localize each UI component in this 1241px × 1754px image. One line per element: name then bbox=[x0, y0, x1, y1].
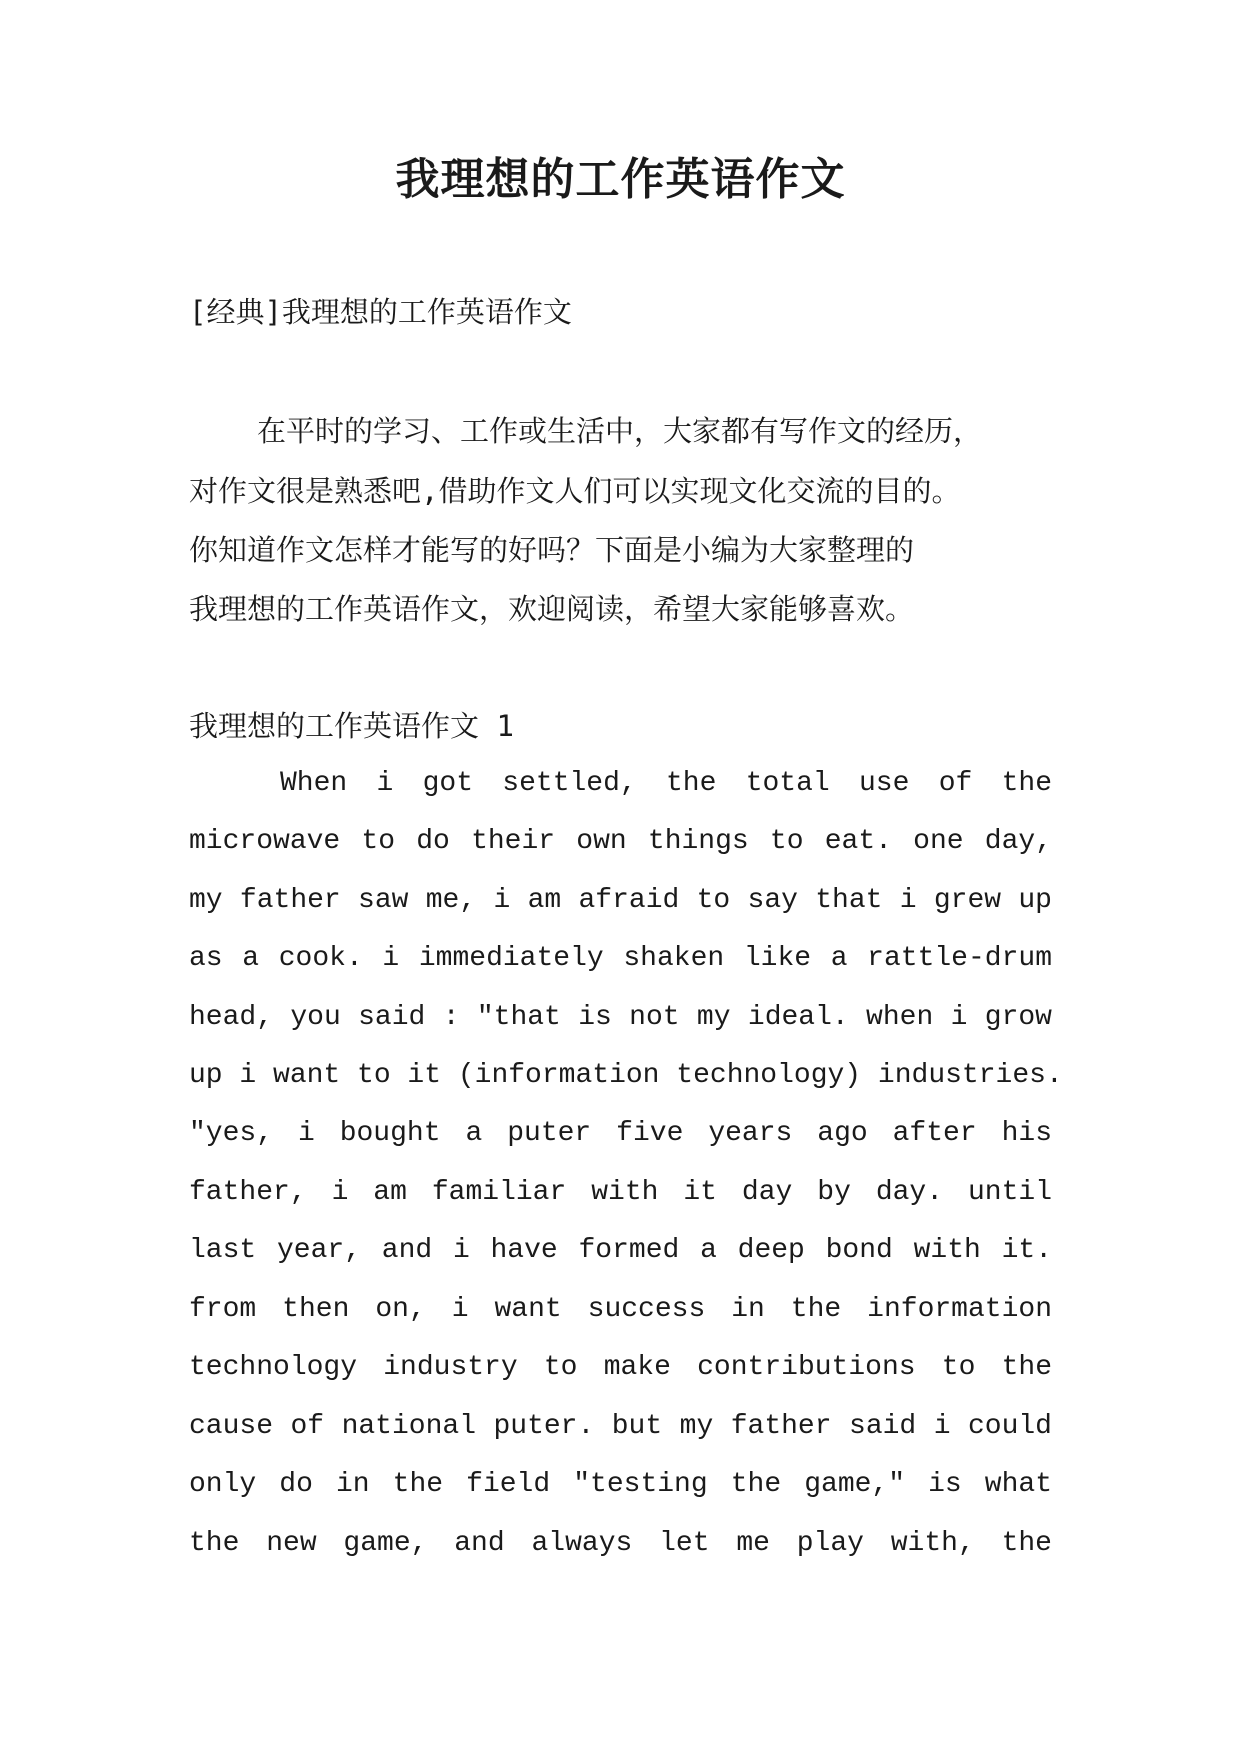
essay-line: technology industry to make contributions to the bbox=[189, 1352, 1052, 1383]
intro-line: 在平时的学习、工作或生活中，大家都有写作文的经历， bbox=[257, 414, 983, 448]
essay-line: only do in the field "testing the game," is what bbox=[189, 1469, 1052, 1500]
essay-heading: 我理想的工作英语作文 1 bbox=[189, 709, 514, 743]
essay-line: "yes, i bought a puter five years ago after his bbox=[189, 1118, 1052, 1149]
document-subtitle: [经典]我理想的工作英语作文 bbox=[189, 295, 572, 329]
document-title: 我理想的工作英语作文 bbox=[395, 154, 846, 205]
essay-line: father, i am familiar with it day by day. until bbox=[189, 1177, 1052, 1208]
essay-line: microwave to do their own things to eat. one day, bbox=[189, 826, 1052, 857]
essay-line: as a cook. i immediately shaken like a rattle-drum bbox=[189, 943, 1052, 974]
essay-line: from then on, i want success in the information bbox=[189, 1294, 1052, 1325]
intro-line: 我理想的工作英语作文，欢迎阅读，希望大家能够喜欢。 bbox=[189, 592, 915, 626]
essay-line: up i want to it (information technology) industries. bbox=[189, 1060, 1063, 1091]
intro-line: 对作文很是熟悉吧,借助作文人们可以实现文化交流的目的。 bbox=[189, 474, 961, 508]
essay-line: When i got settled, the total use of the bbox=[280, 768, 1052, 799]
essay-line: the new game, and always let me play with, the bbox=[189, 1528, 1052, 1559]
essay-line: cause of national puter. but my father said i could bbox=[189, 1411, 1052, 1442]
intro-line: 你知道作文怎样才能写的好吗？下面是小编为大家整理的 bbox=[189, 533, 915, 567]
essay-line: my father saw me, i am afraid to say that i grew up bbox=[189, 885, 1052, 916]
essay-line: head, you said : "that is not my ideal. when i grow bbox=[189, 1002, 1052, 1033]
essay-line: last year, and i have formed a deep bond with it. bbox=[189, 1235, 1052, 1266]
